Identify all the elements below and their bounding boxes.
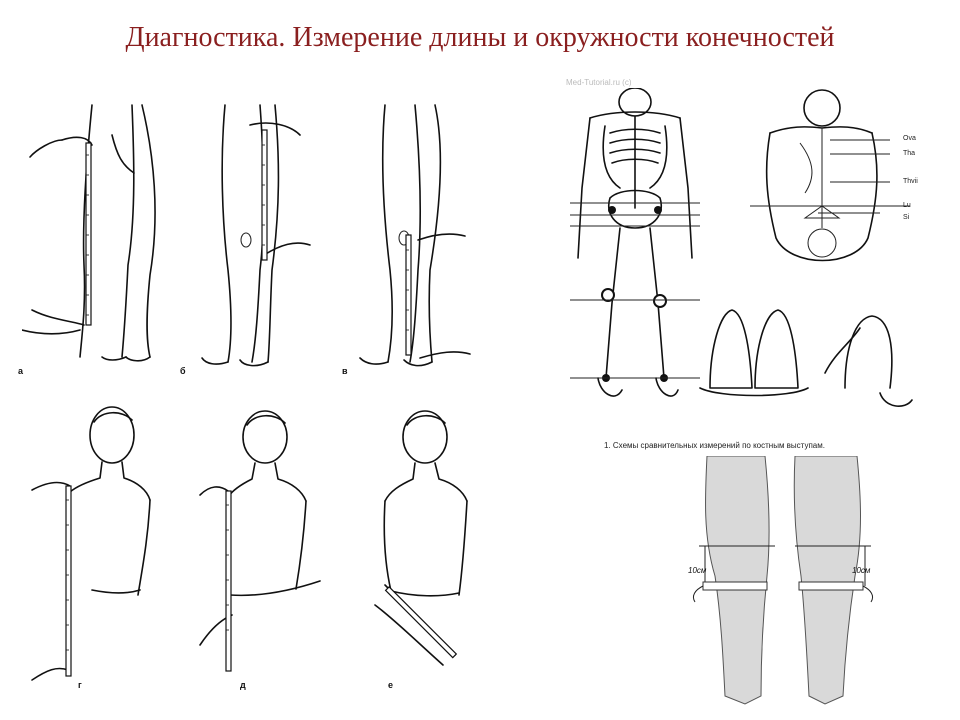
- arm-measure-illustration-e: [345, 405, 495, 695]
- leg-circumference-illustration: [685, 456, 885, 716]
- landmark-label-tha: Tha: [903, 150, 916, 157]
- circumference-right-mark: 10см: [852, 566, 871, 575]
- skeleton-landmarks-figure: [560, 88, 940, 423]
- landmark-label-lu: Lu: [903, 202, 911, 209]
- arm-measure-panel-e: [345, 405, 495, 695]
- leg-measure-illustration-c: [340, 100, 490, 375]
- leg-measure-panel-a: [22, 95, 182, 375]
- leg-circumference-figure: [685, 456, 885, 716]
- arm-panel-label-d: д: [240, 680, 246, 690]
- arm-measure-panel-g: [22, 400, 172, 695]
- circumference-left-mark: 10см: [688, 566, 707, 575]
- leg-measure-illustration-b: [180, 100, 330, 375]
- landmark-label-ova: Ova: [903, 135, 916, 142]
- slide-title: Диагностика. Измерение длины и окружности конечностей: [125, 22, 835, 53]
- leg-panel-label-b: б: [180, 366, 186, 376]
- landmark-label-si: Si: [903, 214, 910, 221]
- leg-panel-label-c: в: [342, 366, 348, 376]
- arm-measure-panel-d: [180, 405, 330, 695]
- skeleton-caption: 1. Схемы сравнительных измерений по костным выступам.: [604, 441, 825, 450]
- landmark-label-thvii: Thvii: [903, 178, 918, 185]
- leg-measure-panel-c: [340, 100, 490, 375]
- leg-measure-illustration-a: [22, 95, 182, 375]
- skeleton-illustration: [560, 88, 940, 423]
- leg-measure-panel-b: [180, 100, 330, 375]
- leg-panel-label-a: а: [18, 366, 24, 376]
- skeleton-watermark: Med-Tutorial.ru (c): [566, 78, 632, 87]
- arm-measure-illustration-g: [22, 400, 172, 695]
- arm-panel-label-e: е: [388, 680, 394, 690]
- arm-panel-label-g: г: [78, 680, 82, 690]
- arm-measure-illustration-d: [180, 405, 330, 695]
